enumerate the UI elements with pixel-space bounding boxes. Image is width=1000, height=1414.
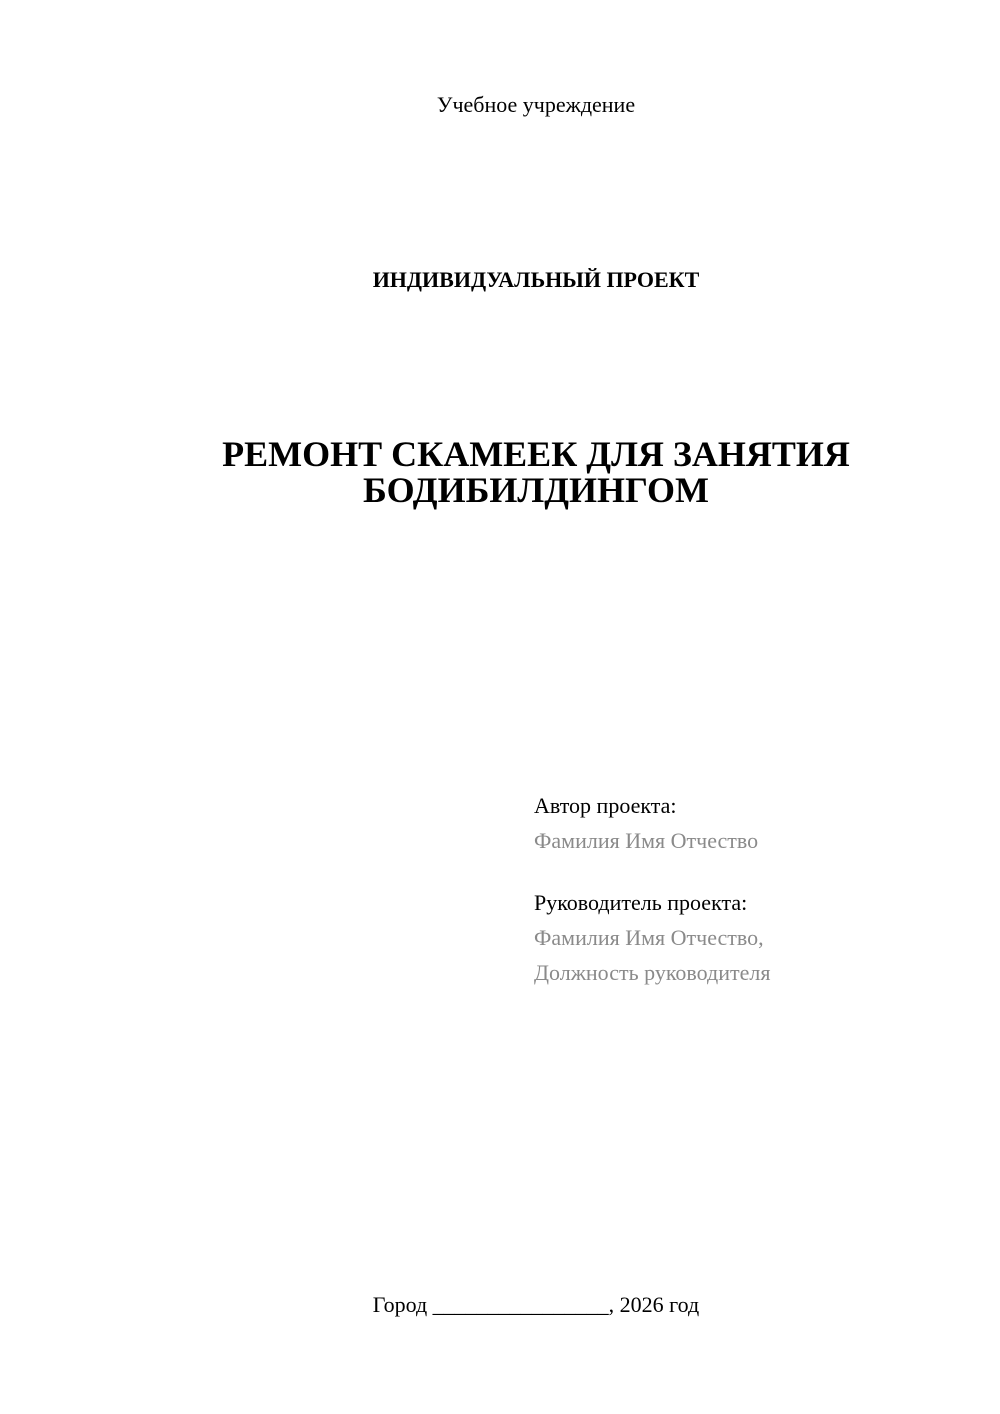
- project-title-line-2: БОДИБИЛДИНГОМ: [363, 470, 709, 510]
- supervisor-position-placeholder: Должность руководителя: [534, 960, 771, 985]
- supervisor-label: Руководитель проекта:: [534, 890, 748, 915]
- project-title: [0, 436, 1000, 508]
- author-name-placeholder: Фамилия Имя Отчество: [534, 828, 759, 853]
- project-title-line-1: РЕМОНТ СКАМЕЕК ДЛЯ ЗАНЯТИЯ: [222, 434, 850, 474]
- city-year-line: Город ________________, 2026 год: [372, 1292, 700, 1317]
- project-info-block: [534, 788, 974, 990]
- info-spacer: [534, 858, 974, 885]
- document-type-heading: ИНДИВИДУАЛЬНЫЙ ПРОЕКТ: [372, 267, 700, 292]
- supervisor-name-placeholder: Фамилия Имя Отчество,: [534, 925, 764, 950]
- institution-name: Учебное учреждение: [436, 92, 636, 117]
- author-label: Автор проекта:: [534, 793, 677, 818]
